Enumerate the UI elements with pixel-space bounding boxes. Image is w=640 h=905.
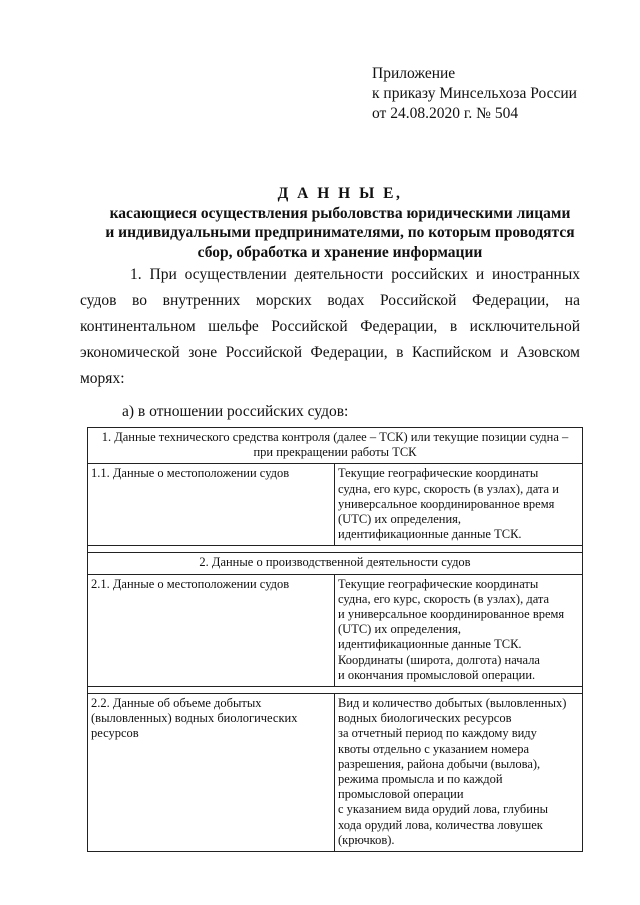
appendix-order-date: от 24.08.2020 г. № 504 xyxy=(372,105,519,122)
appendix-order-ref: к приказу Минсельхоза России xyxy=(372,85,577,102)
paragraph-line: судов во внутренних морских водах Российской Федерации, на xyxy=(80,292,580,309)
table-section-row xyxy=(88,428,583,464)
cell-line: Текущие географические координаты xyxy=(338,466,539,481)
table-row xyxy=(88,464,583,546)
row-2-1-value xyxy=(335,574,583,686)
cell-line: судна, его курс, скорость (в узлах), дата и xyxy=(338,481,559,496)
gap-cell xyxy=(88,687,583,694)
title-heading: Д А Н Н Ы Е, xyxy=(277,185,403,202)
paragraph-line: 1. При осуществлении деятельности российских и иностранных xyxy=(130,266,580,283)
section-2-header: 2. Данные о производственной деятельности судов xyxy=(88,553,583,574)
cell-line: и окончания промысловой операции. xyxy=(338,667,536,682)
cell-line: промысловой операции xyxy=(338,787,464,802)
cell-line: идентификационные данные ТСК. xyxy=(338,637,522,652)
appendix-label: Приложение xyxy=(372,65,456,82)
cell-line: за отчетный период по каждому виду xyxy=(338,726,537,741)
section-1-line-2: при прекращении работы ТСК xyxy=(253,445,417,460)
title-line-3: сбор, обработка и хранение информации xyxy=(197,243,483,261)
document-title xyxy=(40,184,640,262)
cell-line: 2.2. Данные об объеме добытых xyxy=(91,696,262,711)
cell-line: Вид и количество добытых (выловленных) xyxy=(338,696,567,711)
cell-line: (UTC) их определения, xyxy=(338,622,462,637)
cell-line: с указанием вида орудий лова, глубины xyxy=(338,802,549,817)
section-1-header xyxy=(88,428,583,464)
cell-line: квоты отдельно с указанием номера xyxy=(338,741,530,756)
row-2-2-label xyxy=(88,694,335,852)
row-2-1-label: 2.1. Данные о местоположении судов xyxy=(88,574,335,686)
cell-line: идентификационные данные ТСК. xyxy=(338,527,522,542)
cell-line: (UTC) их определения, xyxy=(338,512,462,527)
table-gap-row xyxy=(88,687,583,694)
row-1-1-label: 1.1. Данные о местоположении судов xyxy=(88,464,335,546)
paragraph-line: экономической зоне Российской Федерации, в Каспийском и Азовском xyxy=(80,344,580,361)
paragraph-line: морях: xyxy=(80,370,125,387)
cell-line: универсальное координированное время xyxy=(338,496,555,511)
gap-cell xyxy=(88,546,583,553)
table-section-row xyxy=(88,553,583,574)
cell-line: судна, его курс, скорость (в узлах), дата xyxy=(338,591,550,606)
cell-line: разрешения, района добычи (вылова), xyxy=(338,756,541,771)
cell-line: (выловленных) водных биологических xyxy=(91,711,298,726)
paragraph-line: континентальном шельфе Российской Федерации, в исключительной xyxy=(80,318,580,335)
table-row xyxy=(88,694,583,852)
cell-line: (крючков). xyxy=(338,832,395,847)
section-1-line-1: 1. Данные технического средства контроля (далее – ТСК) или текущие позиции судна – xyxy=(101,430,569,444)
row-2-2-value xyxy=(335,694,583,852)
title-line-1: касающиеся осуществления рыболовства юридическими лицами xyxy=(109,204,571,222)
cell-line: водных биологических ресурсов xyxy=(338,711,512,726)
cell-line: режима промысла и по каждой xyxy=(338,772,503,787)
appendix-header xyxy=(372,64,577,124)
title-line-2: и индивидуальными предпринимателями, по которым проводятся xyxy=(105,224,575,241)
subheading-russian-vessels: а) в отношении российских судов: xyxy=(122,403,349,420)
data-table xyxy=(87,427,583,852)
table-row xyxy=(88,574,583,686)
cell-line: Текущие географические координаты xyxy=(338,576,539,591)
paragraph-1 xyxy=(80,262,580,392)
cell-line: хода орудий лова, количества ловушек xyxy=(338,817,543,832)
cell-line: ресурсов xyxy=(91,726,139,741)
table-gap-row xyxy=(88,546,583,553)
cell-line: Координаты (широта, долгота) начала xyxy=(338,652,540,667)
cell-line: и универсальное координированное время xyxy=(338,607,565,622)
row-1-1-value xyxy=(335,464,583,546)
